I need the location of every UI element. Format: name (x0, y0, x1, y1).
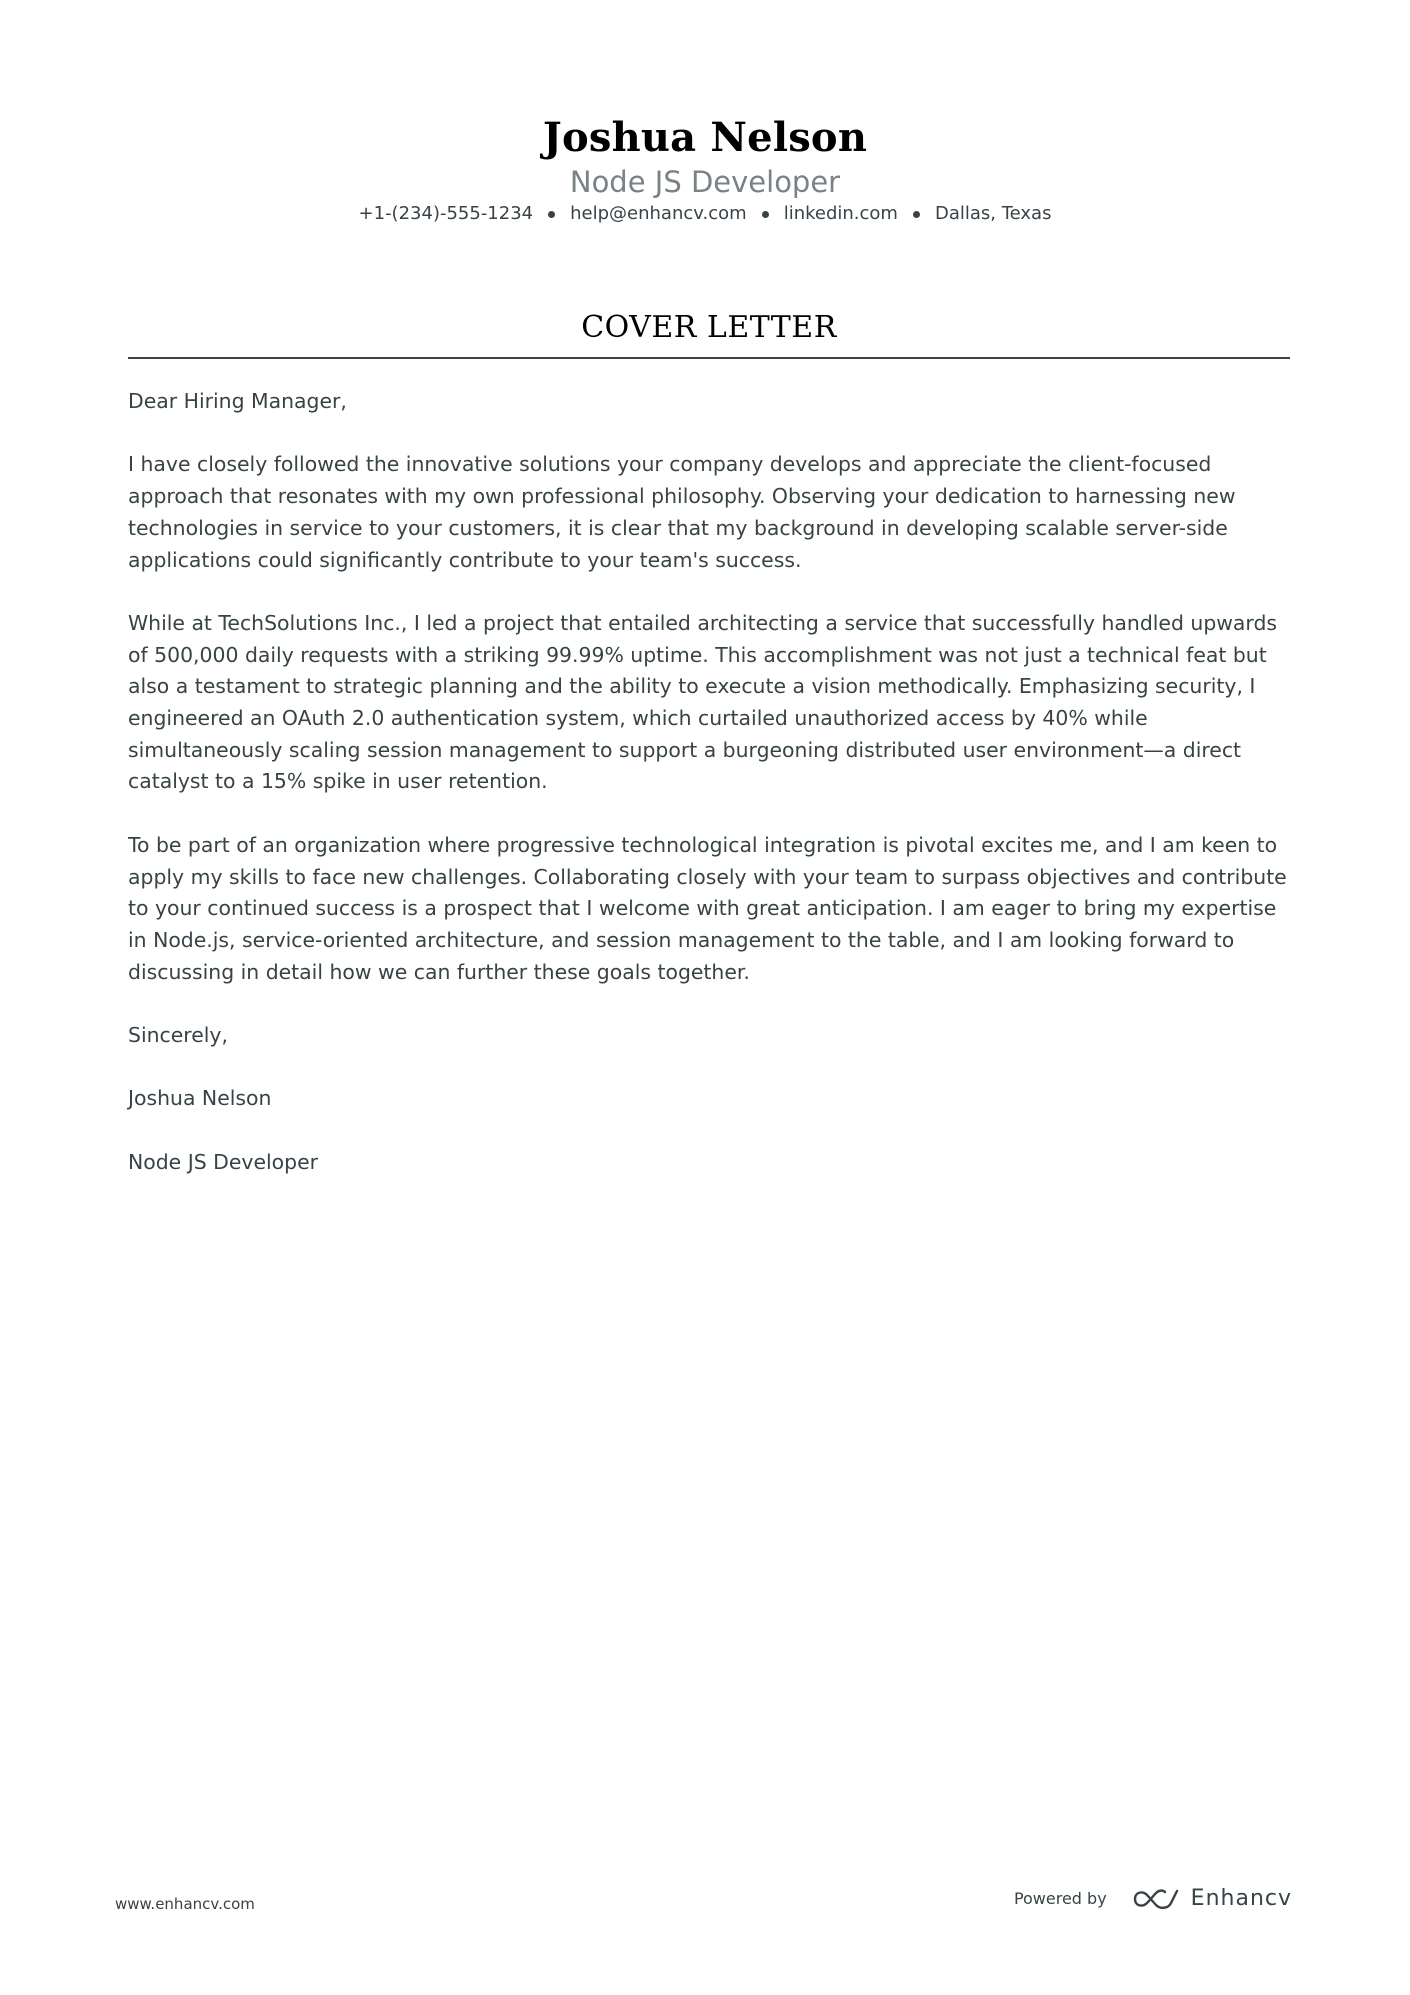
contact-linkedin[interactable]: linkedin.com (783, 203, 898, 224)
section-divider (128, 357, 1290, 359)
brand-name: Enhancv (1190, 1886, 1292, 1911)
letter-paragraph: I have closely followed the innovative solutions your company develops and appreciate the client-focused approach that resonates with my own professional philosophy. Observing your dedication to harnessing new technologies in service to your customers, it is clear that my background in developing scalable server-side applications could significantly contribute to your team's success. (128, 452, 1236, 572)
contact-line (0, 202, 1410, 226)
enhancv-logo-icon (1133, 1887, 1179, 1911)
letter-body (128, 386, 1293, 1210)
bullet-separator-icon (913, 211, 920, 218)
signature-title: Node JS Developer (128, 1149, 319, 1174)
candidate-name: Joshua Nelson (542, 114, 868, 161)
powered-by-label: Powered by (1013, 1889, 1107, 1908)
bullet-separator-icon (548, 211, 555, 218)
closing: Sincerely, (128, 1023, 228, 1047)
bullet-separator-icon (762, 211, 769, 218)
salutation: Dear Hiring Manager, (128, 389, 347, 413)
brand[interactable] (1133, 1886, 1292, 1911)
candidate-role: Node JS Developer (569, 165, 841, 199)
contact-phone: +1-(234)-555-1234 (358, 203, 534, 224)
contact-email[interactable]: help@enhancv.com (570, 203, 747, 224)
signature-name: Joshua Nelson (128, 1086, 272, 1111)
section-title: COVER LETTER (581, 310, 837, 345)
footer-website[interactable]: www.enhancv.com (115, 1895, 255, 1913)
header (0, 112, 1410, 226)
letter-paragraph: To be part of an organization where progressive technological integration is pivotal excites me, and I am keen to apply my skills to face new challenges. Collaborating closely with your team to surpass objectives and contribute to your continued success is a prospect that I welcome with great anticipation. I am eager to bring my expertise in Node.js, service-oriented architecture, and session management to the table, and I am looking forward to discussing in detail how we can further these goals together. (128, 832, 1287, 984)
letter-paragraph: While at TechSolutions Inc., I led a project that entailed architecting a service that successfully handled upwards of 500,000 daily requests with a striking 99.99% uptime. This accomplishment was not just a technical feat but also a testament to strategic planning and the ability to execute a vision methodically. Emphasizing security, I engineered an OAuth 2.0 authentication system, which curtailed unauthorized access by 40% while simultaneously scaling session management to support a burgeoning distributed user environment—a direct catalyst to a 15% spike in user retention. (128, 610, 1278, 794)
footer-branding (1014, 1886, 1292, 1911)
contact-location: Dallas, Texas (934, 203, 1052, 224)
